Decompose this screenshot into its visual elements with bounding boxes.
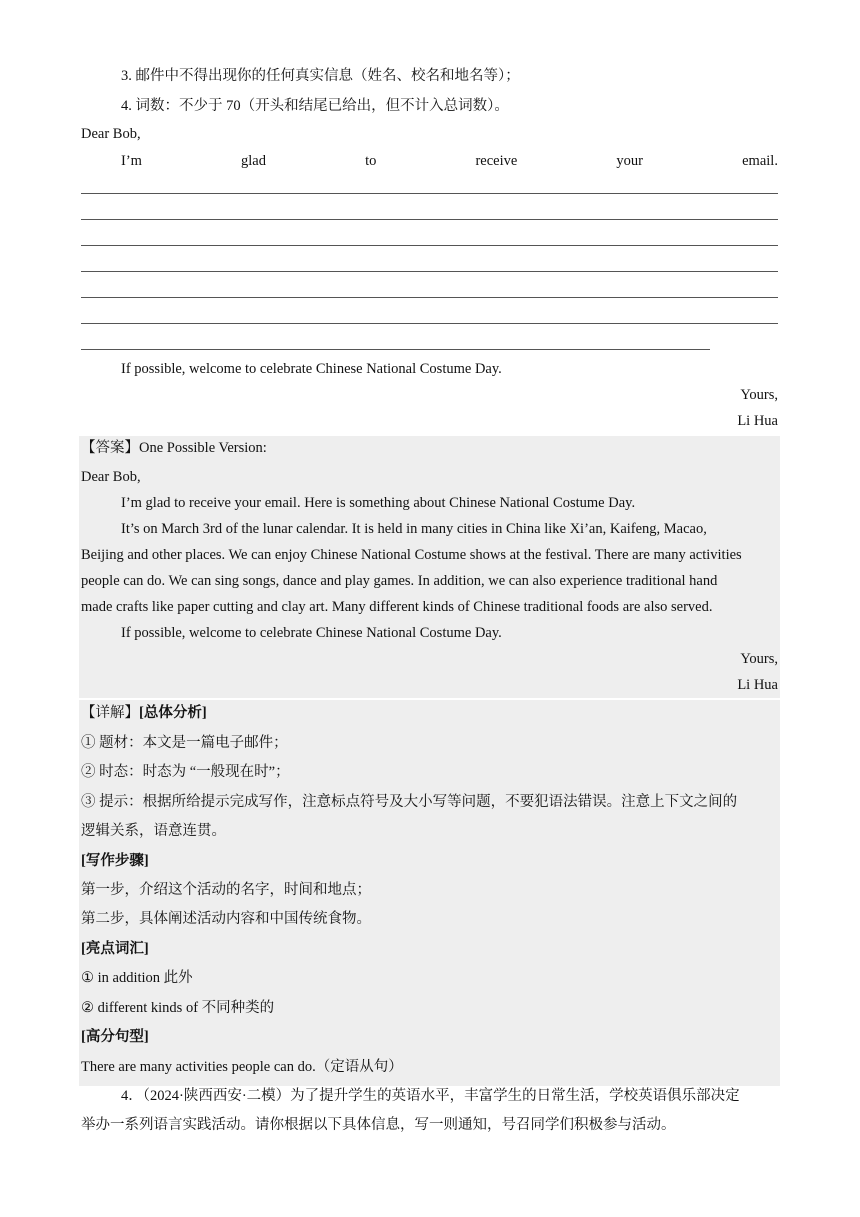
requirement-4: 4. 词数：不少于 70（开头和结尾已给出，但不计入总词数）。 [121,98,509,114]
opening-word: glad [241,153,266,169]
analysis-label: 【详解】 [81,705,139,721]
next-question-line: 举办一系列语言实践活动。请你根据以下具体信息，写一则通知，号召同学们积极参与活动。 [81,1117,676,1133]
opening-word: your [616,153,644,169]
step-1: 第一步，介绍这个活动的名字，时间和地点； [81,882,371,898]
overall-item-2: ② 时态：时态为 “一般现在时”； [81,764,290,780]
overall-item-1: ① 题材：本文是一篇电子邮件； [81,735,288,751]
answer-label: 【答案】 [81,440,139,456]
steps-heading: [写作步骤] [81,853,149,869]
overall-heading: [总体分析] [139,705,207,721]
answer-paragraph-1: I’m glad to receive your email. Here is something about Chinese National Costume Day. [121,495,636,511]
writing-line[interactable] [81,219,778,220]
next-question-line: 4．（2024·陕西西安·二模）为了提升学生的英语水平，丰富学生的日常生活，学校英语俱乐部决定 [121,1088,740,1104]
answer-paragraph-3: If possible, welcome to celebrate Chinese National Costume Day. [121,625,502,641]
answer-paragraph-2-line: It’s on March 3rd of the lunar calendar. It is held in many cities in China like Xi’an, Kaifeng, Macao, [121,521,707,537]
letter-closing-sentence: If possible, welcome to celebrate Chinese National Costume Day. [121,361,502,377]
answer-header [81,438,778,458]
opening-word: I’m [121,153,142,169]
answer-paragraph-2-line: made crafts like paper cutting and clay art. Many different kinds of Chinese traditional foods are also served. [81,599,713,615]
writing-line[interactable] [81,193,778,194]
vocab-item-1: ① in addition 此外 [81,970,193,986]
requirement-3: 3. 邮件中不得出现你的任何真实信息（姓名、校名和地名等）； [121,68,520,84]
writing-line[interactable] [81,349,710,350]
answer-sign-off: Yours, [740,651,778,667]
writing-line[interactable] [81,271,778,272]
sentence-heading: [高分句型] [81,1029,149,1045]
writing-line[interactable] [81,323,778,324]
answer-title: One Possible Version: [139,440,267,456]
analysis-header [81,703,778,723]
opening-word: receive [475,153,518,169]
vocab-heading: [亮点词汇] [81,941,149,957]
sentence-item-1: There are many activities people can do.（定语从句） [81,1059,403,1075]
letter-signature: Li Hua [737,413,778,429]
opening-word: to [365,153,377,169]
overall-item-3-line: ③ 提示：根据所给提示完成写作，注意标点符号及大小写等问题，不要犯语法错误。注意上下文之间的 [81,794,738,810]
writing-line[interactable] [81,245,778,246]
letter-greeting: Dear Bob, [81,126,141,142]
opening-word: email. [742,153,778,169]
answer-greeting: Dear Bob, [81,469,141,485]
vocab-item-2: ② different kinds of 不同种类的 [81,1000,275,1016]
letter-sign-off: Yours, [740,387,778,403]
answer-paragraph-2-line: Beijing and other places. We can enjoy Chinese National Costume shows at the festival. There are many activities [81,547,742,563]
answer-paragraph-2-line: people can do. We can sing songs, dance and play games. In addition, we can also experience traditional hand [81,573,718,589]
step-2: 第二步，具体阐述活动内容和中国传统食物。 [81,911,371,927]
overall-item-3-line: 逻辑关系，语意连贯。 [81,823,226,839]
writing-line[interactable] [81,297,778,298]
letter-opening-line [81,151,778,171]
answer-signature: Li Hua [737,677,778,693]
